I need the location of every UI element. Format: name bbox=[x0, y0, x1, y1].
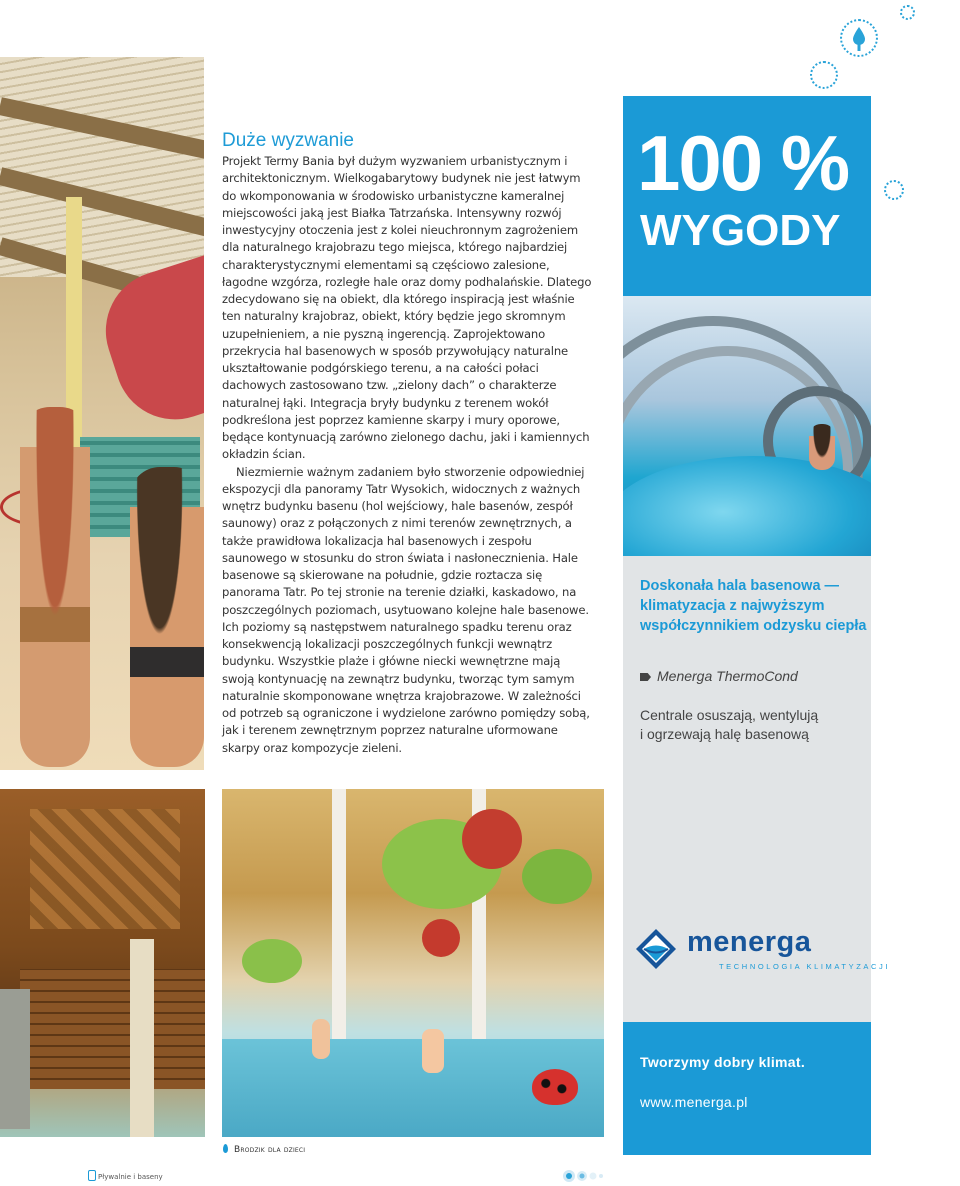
ad-product bbox=[640, 668, 798, 684]
article bbox=[222, 130, 592, 757]
ad-website-link[interactable]: www.menerga.pl bbox=[640, 1094, 748, 1110]
section-icon bbox=[88, 1170, 96, 1181]
ad-info-panel bbox=[623, 556, 891, 1022]
footer-section-label: Pływalnie i baseny bbox=[98, 1173, 163, 1181]
arrow-icon bbox=[640, 673, 651, 681]
ad-footer-panel bbox=[623, 1022, 871, 1155]
caption-text: Brodzik dla dzieci bbox=[234, 1145, 306, 1155]
diamond-logo-icon bbox=[635, 928, 677, 970]
decorative-circle bbox=[810, 61, 838, 89]
kids-pool-photo bbox=[222, 789, 604, 1137]
photo-caption bbox=[223, 1144, 305, 1155]
ad-headline-number: 100 % bbox=[637, 119, 849, 207]
pool-hall-photo bbox=[0, 57, 204, 770]
ad-pool-photo bbox=[623, 296, 871, 556]
sauna-interior-photo bbox=[0, 789, 205, 1137]
article-paragraph: Niezmiernie ważnym zadaniem było stworzenie odpowiedniej ekspozycji dla panoramy Tatr Wysokich, widocznych z ważnych wnętrz budynku basenu (hol wejściowy, hale basenów, zespół saunowy) oraz z połączonych z nimi terenów zewnętrznych, a także prawidłowa lokalizacja hal basenowych i zespołu saunowego w stosunku do stron świata i nasłonecznienia. Hale basenowe są skierowane na południe, gdzie roztacza się panorama Tatr. Po tej stronie na terenie działki, kaskadowo, na poszczególnych poziomach, usytuowano kolejne hale basenowe. Ich poziomy są następstwem naturalnego spadku terenu oraz konsekwencją lokalizacji poszczególnych funkcji wewnątrz budynku. Wszystkie plaże i główne niecki wewnętrzne mają swoją kontynuację na zewnątrz budynku, tworząc tym samym naturalnie skomponowane wnętrza krajobrazowe. W zależności od potrzeb są ograniczone i wydzielone zarówno pomiędzy sobą, jak i terenem zewnętrznym poprzez naturalne uformowane skarpy oraz kompozycje zieleni. bbox=[222, 464, 590, 755]
drop-badge-icon bbox=[840, 19, 878, 57]
menerga-logo bbox=[635, 926, 891, 976]
ad-headline-panel bbox=[623, 96, 871, 296]
decorative-circle bbox=[900, 5, 915, 20]
logo-tagline: TECHNOLOGIA KLIMATYZACJI bbox=[719, 962, 891, 971]
ad-description-line: i ogrzewają halę basenową bbox=[640, 726, 809, 742]
ad-headline-word: WYGODY bbox=[640, 206, 841, 255]
decorative-dots-icon bbox=[562, 1169, 612, 1183]
drop-icon bbox=[223, 1144, 228, 1153]
ad-subheading: Doskonała hala basenowa — klimatyzacja z najwyższym współczynnikiem odzysku ciepła bbox=[640, 578, 867, 634]
footer-section bbox=[88, 1170, 163, 1181]
ad-slogan: Tworzymy dobry klimat. bbox=[640, 1054, 806, 1070]
ad-description bbox=[640, 706, 818, 744]
article-heading: Duże wyzwanie bbox=[222, 130, 354, 151]
ad-product-name: Menerga ThermoCond bbox=[657, 668, 798, 684]
logo-wordmark: menerga bbox=[687, 926, 812, 958]
article-paragraph: Projekt Termy Bania był dużym wyzwaniem urbanistycznym i architektonicznym. Wielkogabarytowy budynek nie jest łatwym do wkomponowania w środowisko urbanistyczne kameralnej miejscowości jaką jest Białka Tatrzańska. Intensywny rozwój inwestycyjny otoczenia jest z kolei nieuchronnym zagrożeniem dla naturalnego krajobrazu tego miejsca, którego najbardziej charakterystycznymi elementami są częściowo zalesione, łagodne wzgórza, rozległe hale oraz domy podhalańskie. Dlatego zdecydowano się na obiekt, dla którego inspiracją jest właśnie ten naturalny krajobraz, obiekt, który będzie jego skromnym uzupełnieniem, a nie pyszną ingerencją. Zaprojektowano przekrycia hal basenowych w sposób przywołujący naturalne ukształtowanie podgórskiego terenu, a na całości połaci dachowych zastosowano tzw. „zielony dach” o charakterze naturalnej łąki. Integracja bryły budynku z terenem wokół podkreślona jest poprzez kamienne skarpy i mury oporowe, będące kontynuacją zarówno zielonego dachu, jaki i kamiennych okładzin ścian. bbox=[222, 154, 592, 462]
decorative-circle bbox=[884, 180, 904, 200]
ad-description-line: Centrale osuszają, wentylują bbox=[640, 707, 819, 723]
